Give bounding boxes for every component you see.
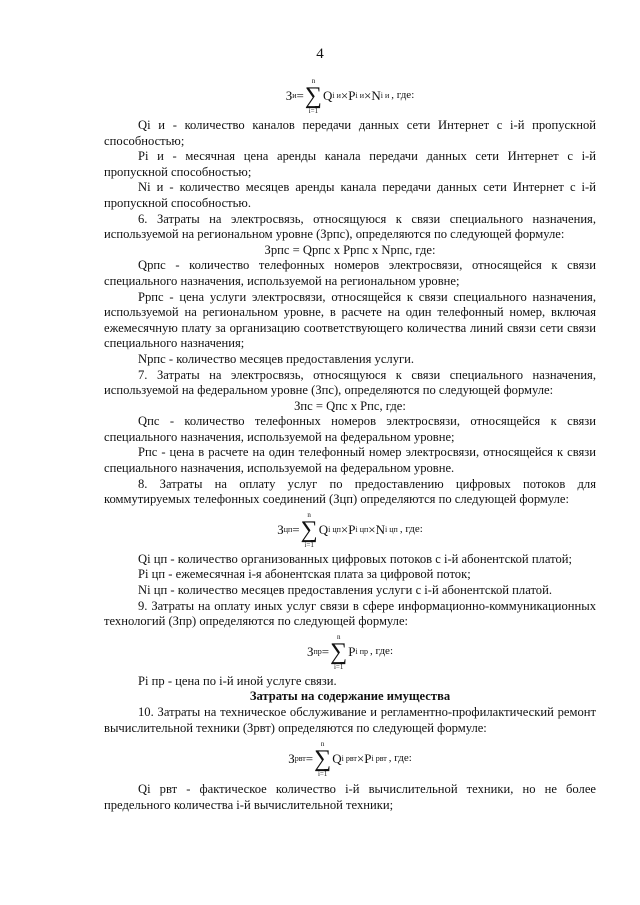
formula-p-sub: i цп <box>355 525 369 535</box>
sum-upper: n <box>336 632 341 641</box>
sum-lower: i=1 <box>308 107 319 115</box>
formula-p: P <box>348 88 356 104</box>
paragraph: Qi цп - количество организованных цифровых потоков с i-й абонентской платой; <box>138 551 572 566</box>
paragraph: 6. Затраты на электросвязь, относящуюся к связи специального назначения, используемой на региональном уровне (Зрпс), определяются по следующей формуле: <box>104 211 596 242</box>
paragraph: Pi пр - цена по i-й иной услуге связи. <box>138 673 337 688</box>
formula-mul: × <box>368 522 376 538</box>
formula-lhs: З <box>288 751 295 767</box>
formula-eq: = <box>305 751 314 767</box>
sum-upper: n <box>311 77 316 85</box>
formula-where: , где: <box>399 523 423 536</box>
formula-internet-channels <box>104 74 596 118</box>
formula-lhs-sub: цп <box>283 525 293 535</box>
paragraph: Ni цп - количество месяцев предоставления услуги с i-й абонентской платой. <box>138 583 552 598</box>
formula-computer-maintenance <box>104 736 596 782</box>
sum-symbol: n ∑ i=1 <box>330 632 348 671</box>
sum-symbol: n ∑ i=1 <box>304 77 322 115</box>
formula-eq: = <box>296 88 304 104</box>
formula-q: Q <box>332 751 342 767</box>
formula-p: P <box>348 522 356 538</box>
section-heading: Затраты на содержание имущества <box>249 689 451 704</box>
paragraph: 8. Затраты на оплату услуг по предоставлению цифровых потоков для коммутируемых телефонных соединений (Зцп) определяются по следующей формуле: <box>104 476 596 507</box>
paragraph: Ni и - количество месяцев аренды канала передачи данных сети Интернет с i-й пропускной способностью. <box>104 180 596 210</box>
formula-p-sub: i пр <box>355 647 368 657</box>
paragraph: Pi цп - ежемесячная i-я абонентская плата за цифровой поток; <box>138 567 471 582</box>
formula-mul: × <box>356 751 365 767</box>
paragraph: Qi и - количество каналов передачи данных сети Интернет с i-й пропускной способностью; <box>104 118 596 148</box>
formula-lhs: З <box>307 644 314 660</box>
paragraph: Nрпс - количество месяцев предоставления услуги. <box>138 351 415 366</box>
paragraph: Pпс - цена в расчете на один телефонный номер электросвязи, относящейся к связи специального назначения, используемой на федеральном уровне. <box>104 445 596 476</box>
formula-lhs-sub: рвт <box>294 754 306 764</box>
formula-p: P <box>348 644 356 660</box>
formula-q-sub: i цп <box>328 525 341 535</box>
paragraph: Pрпс - цена услуги электросвязи, относящейся к связи специального назначения, используемой на региональном уровне, в расчете на один телефонный номер, включая ежемесячную плату за организацию соответствующего количества линий связи сети связи специального назначения; <box>104 289 596 351</box>
formula-federal-special: Зпс = Qпс x Pпс, где: <box>294 398 406 413</box>
formula-q: Q <box>323 88 333 104</box>
sum-upper: n <box>320 740 325 749</box>
formula-p: P <box>364 751 372 767</box>
formula-mul: × <box>364 88 372 104</box>
formula-where: , где: <box>388 752 412 765</box>
paragraph: 9. Затраты на оплату иных услуг связи в сфере информационно-коммуникационных технологий (Зпр) определяются по следующей формуле: <box>104 598 596 629</box>
sum-symbol: n ∑ i=1 <box>300 510 318 549</box>
formula-where: , где: <box>370 645 393 658</box>
formula-eq: = <box>292 522 300 538</box>
formula-lhs-sub: и <box>292 91 297 101</box>
paragraph: Qрпс - количество телефонных номеров электросвязи, относящейся к связи специального назначения, используемой на региональном уровне; <box>104 258 596 288</box>
document-body <box>104 74 596 813</box>
sum-symbol: n ∑ i=1 <box>314 740 332 779</box>
formula-n: N <box>375 522 386 538</box>
formula-mul: × <box>340 522 349 538</box>
sum-lower: i=1 <box>304 540 314 549</box>
paragraph: 7. Затраты на электросвязь, относящуюся к связи специального назначения, используемой на федеральном уровне (Зпс), определяются по следующей формуле: <box>104 367 596 398</box>
formula-q: Q <box>318 522 329 538</box>
formula-where: , где: <box>391 89 415 102</box>
formula-p-sub: i рвт <box>371 754 387 764</box>
formula-lhs: З <box>285 88 293 104</box>
formula-regional-special: Зрпс = Qрпс x Pрпс x Nрпс, где: <box>264 242 436 257</box>
formula-q-sub: i и <box>332 91 341 101</box>
paragraph: Qi рвт - фактическое количество i-й вычислительной техники, но не более предельного количества i-й вычислительной техники; <box>104 782 596 812</box>
sum-lower: i=1 <box>333 662 344 671</box>
paragraph: Qпс - количество телефонных номеров электросвязи, относящейся к связи специального назначения, используемой на федеральном уровне; <box>104 414 596 444</box>
formula-p-sub: i и <box>355 91 364 101</box>
formula-n-sub: i цп <box>385 525 398 535</box>
formula-eq: = <box>321 644 330 660</box>
paragraph: 10. Затраты на техническое обслуживание и регламентно-профилактический ремонт вычислительной техники (Зрвт) определяются по следующей формуле: <box>104 705 596 735</box>
formula-lhs-sub: пр <box>313 647 322 657</box>
formula-q-sub: i рвт <box>341 754 357 764</box>
formula-mul: × <box>340 88 349 104</box>
sum-lower: i=1 <box>317 770 328 779</box>
page-number: 4 <box>316 46 324 62</box>
paragraph: Pi и - месячная цена аренды канала передачи данных сети Интернет с i-й пропускной способностью; <box>104 149 596 179</box>
formula-n: N <box>371 88 381 104</box>
formula-n-sub: i и <box>380 91 390 101</box>
sum-upper: n <box>307 510 311 519</box>
formula-digital-streams <box>104 508 596 552</box>
formula-other-services <box>104 630 596 674</box>
formula-lhs: З <box>277 522 284 538</box>
